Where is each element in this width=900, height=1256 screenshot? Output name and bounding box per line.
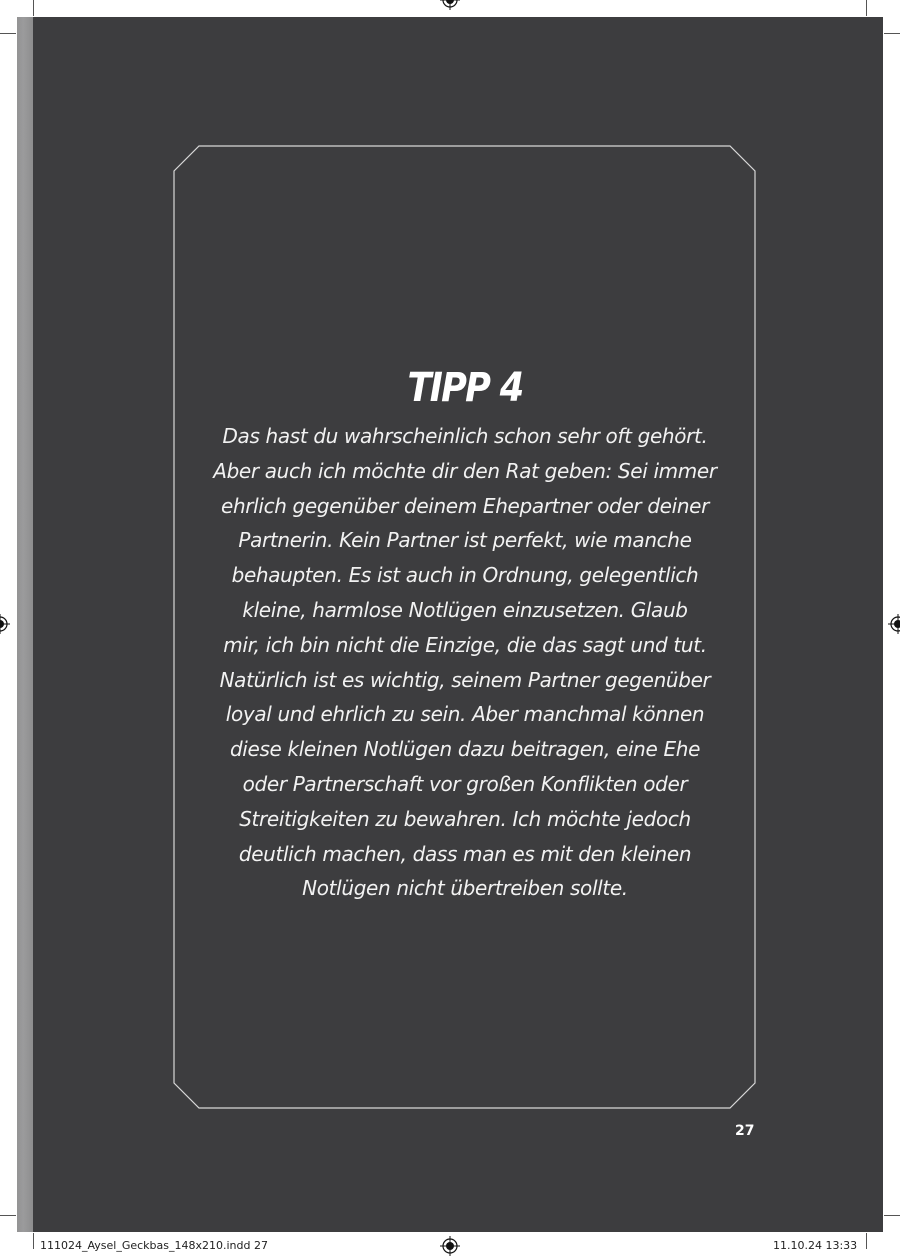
tip-body-line: Streitigkeiten zu bewahren. Ich möchte jedoch — [239, 806, 691, 831]
tip-body — [195, 419, 735, 906]
tip-body-line: behaupten. Es ist auch in Ordnung, gelegentlich — [231, 563, 699, 588]
tip-body-line: oder Partnerschaft vor großen Konflikten oder — [242, 771, 688, 796]
tip-body-line: kleine, harmlose Notlügen einzusetzen. Glaub — [242, 597, 688, 622]
registration-mark-bottom-icon — [440, 1236, 460, 1256]
tip-body-line: diese kleinen Notlügen dazu beitragen, eine Ehe — [229, 737, 701, 762]
tip-body-line: mir, ich bin nicht die Einzige, die das sagt und tut. — [223, 632, 707, 657]
print-slug-filename: 111024_Aysel_Geckbas_148x210.indd 27 — [40, 1239, 268, 1252]
crop-mark-top-right-vertical — [866, 0, 867, 16]
print-slug-timestamp: 11.10.24 13:33 — [773, 1239, 858, 1252]
binding-gutter — [17, 17, 33, 1232]
crop-mark-bottom-left-horizontal — [0, 1215, 16, 1216]
tip-title: TIPP 4 — [407, 365, 523, 411]
crop-mark-top-left-vertical — [33, 0, 34, 16]
registration-mark-top-icon — [440, 0, 460, 10]
registration-mark-left-icon — [0, 614, 10, 634]
tip-body-line: Natürlich ist es wichtig, seinem Partner gegenüber — [219, 667, 711, 692]
page-number: 27 — [735, 1123, 755, 1139]
tip-body-line: Partnerin. Kein Partner ist perfekt, wie manche — [238, 528, 692, 553]
tip-body-line: Notlügen nicht übertreiben sollte. — [302, 876, 628, 901]
registration-mark-right-icon — [888, 614, 900, 634]
crop-mark-bottom-left-vertical — [33, 1233, 34, 1249]
crop-mark-bottom-right-horizontal — [884, 1215, 900, 1216]
crop-mark-bottom-right-vertical — [866, 1233, 867, 1249]
tip-body-line: deutlich machen, dass man es mit den kleinen — [238, 841, 692, 866]
crop-mark-top-left-horizontal — [0, 33, 16, 34]
crop-mark-top-right-horizontal — [884, 33, 900, 34]
tip-body-line: Das hast du wahrscheinlich schon sehr oft gehört. — [222, 424, 708, 448]
tip-body-line: loyal und ehrlich zu sein. Aber manchmal können — [225, 702, 705, 727]
tip-body-line: ehrlich gegenüber deinem Ehepartner oder deiner — [221, 493, 709, 518]
tip-body-line: Aber auch ich möchte dir den Rat geben: Sei immer — [213, 458, 717, 483]
